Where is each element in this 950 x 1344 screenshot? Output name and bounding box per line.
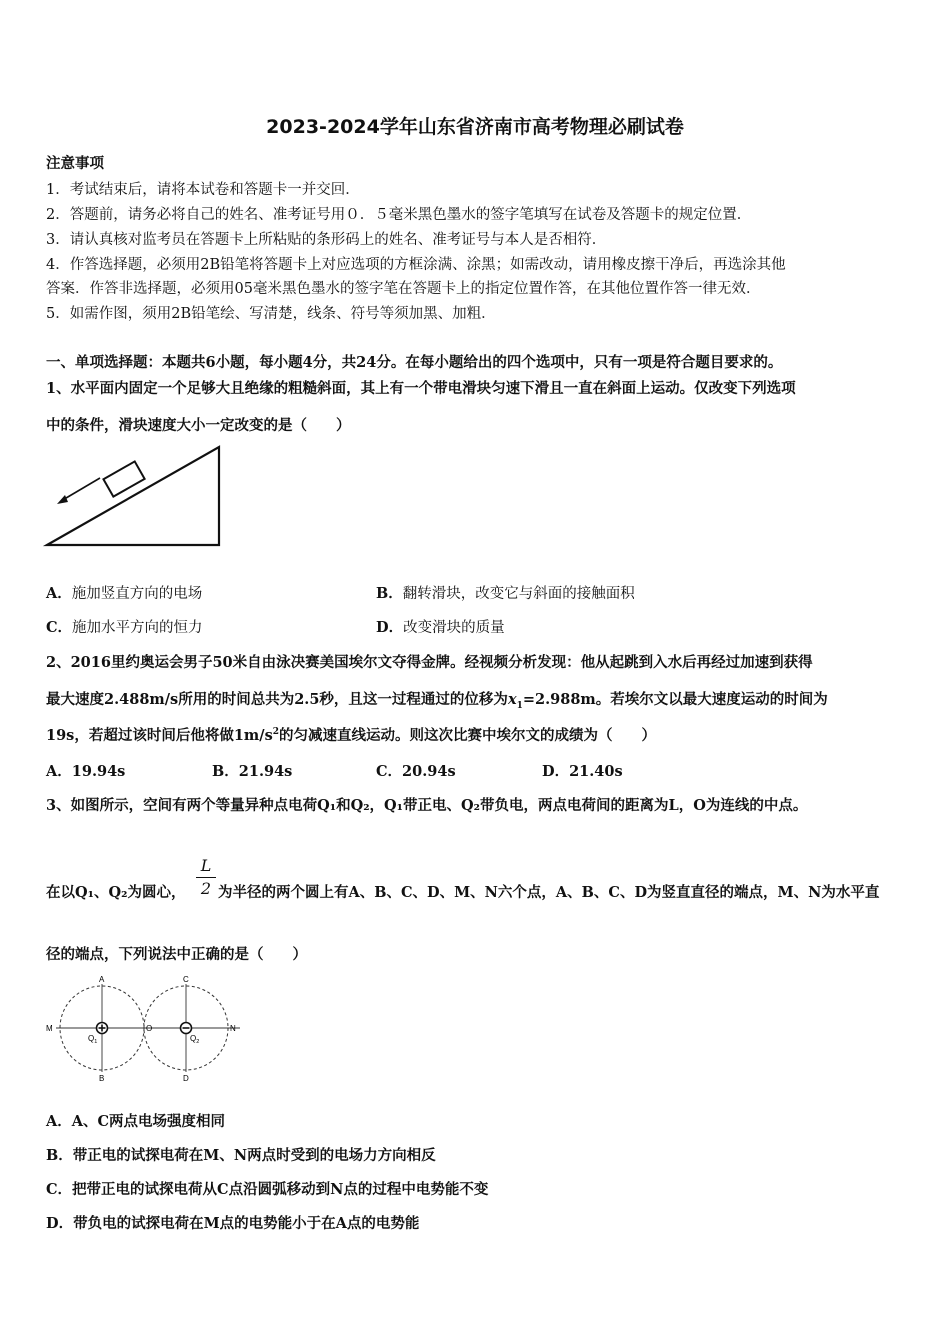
q2-option-b-text: 21.94s [238,763,293,780]
q2-option-c-label: C． [376,763,403,780]
section-heading: 一、单项选择题：本题共6小题，每小题4分，共24分。在每小题给出的四个选项中，只有一项是符合题目要求的。 [46,354,783,371]
notice-heading: 注意事项 [46,155,104,172]
q2-stem-line3b: 的匀减速直线运动。则这次比赛中埃尔文的成绩为（ ） [279,727,656,744]
q2-stem-line3 [46,724,656,745]
velocity-arrow [61,478,100,501]
q3-option-d [46,1212,419,1233]
half-l-fraction [196,855,216,900]
q2-stem-line1: 2、2016里约奥运会男子50米自由泳决赛美国埃尔文夺得金牌。经视频分析发现：他从起跳到入水后再经过加速到获得 [46,654,813,671]
q3-option-b [46,1144,436,1165]
notice-item-1: 1．考试结束后，请将本试卷和答题卡一并交回． [46,182,360,198]
q1-option-c-label: C． [46,619,73,636]
q1-option-d-text: 改变滑块的质量 [403,620,505,636]
q1-option-d [376,616,505,637]
q2-stem-line2a: 最大速度2.488m/s所用的时间总共为2.5秒，且这一过程通过的位移为 [46,691,508,708]
q1-option-c-text: 施加水平方向的恒力 [72,620,203,636]
fraction-numerator: L [196,855,216,878]
label-n: N [230,1024,236,1033]
q1-stem-line2: 中的条件，滑块速度大小一定改变的是（ ） [46,417,351,434]
label-b: B [99,1074,105,1083]
q2-option-c [376,760,456,781]
page-title: 2023-2024学年山东省济南市高考物理必刷试卷 [266,116,684,138]
charges-figure [44,974,244,1084]
notice-item-3: 3．请认真核对监考员在答题卡上所粘贴的条形码上的姓名、准考证号与本人是否相符． [46,232,607,248]
velocity-arrowhead [57,495,68,504]
q1-option-b-label: B． [376,585,403,602]
q2-stem-line3a: 19s，若超过该时间后他将做1m/s [46,727,273,744]
q3-option-b-text: 带正电的试探电荷在M、N两点时受到的电场力方向相反 [72,1147,436,1164]
q3-option-a [46,1110,225,1131]
q3-stem-line2a: 在以Q₁、Q₂为圆心， [46,884,186,901]
q3-option-d-label: D． [46,1215,74,1232]
q2-option-d-label: D． [542,763,570,780]
q2-option-b [212,760,292,781]
slider-block [103,461,144,496]
notice-item-2: 2．答题前，请务必将自己的姓名、准考证号用０．５毫米黑色墨水的签字笔填写在试卷及答题卡的规定位置． [46,207,752,223]
q3-option-a-label: A． [46,1113,72,1130]
label-d: D [183,1074,189,1083]
q2-option-d [542,760,623,781]
q2-option-a [46,760,125,781]
q3-stem-line2b: 为半径的两个圆上有A、B、C、D、M、N六个点，A、B、C、D为竖直直径的端点，M、N为水平直 [218,884,880,901]
q3-option-d-text: 带负电的试探电荷在M点的电势能小于在A点的电势能 [73,1215,420,1232]
notice-item-4: 4．作答选择题，必须用2B铅笔将答题卡上对应选项的方框涂满、涂黑；如需改动，请用橡皮擦干净后，再选涂其他 [46,257,786,273]
q3-option-a-text: A、C两点电场强度相同 [71,1113,226,1130]
q2-option-a-text: 19.94s [71,763,126,780]
label-a: A [99,975,105,984]
label-o: O [146,1024,153,1033]
q1-option-c [46,616,203,637]
q3-option-c-text: 把带正电的试探电荷从C点沿圆弧移动到N点的过程中电势能不变 [72,1181,489,1198]
q2-stem-line2 [46,688,828,711]
q2-x-subscript: 1 [516,700,523,711]
q2-stem-line2b: =2.988m。若埃尔文以最大速度运动的时间为 [522,691,828,708]
q1-option-a-label: A． [46,585,72,602]
fraction-denominator: 2 [200,879,212,898]
q3-stem-line1: 3、如图所示，空间有两个等量异种点电荷Q₁和Q₂，Q₁带正电、Q₂带负电，两点电荷间的距离为L，O为连线的中点。 [46,797,808,814]
notice-item-5: 5．如需作图，须用2B铅笔绘、写清楚，线条、符号等须加黑、加粗． [46,306,496,322]
incline-figure [40,440,230,552]
label-m: M [46,1024,53,1033]
q1-option-a [46,582,202,603]
q1-option-b-text: 翻转滑块，改变它与斜面的接触面积 [402,586,635,602]
q3-option-b-label: B． [46,1147,73,1164]
label-q1: $Q_1$ [88,1034,98,1045]
label-q2: $Q_2$ [190,1034,200,1045]
q1-option-d-label: D． [376,619,404,636]
q3-option-c [46,1178,488,1199]
q1-option-a-text: 施加竖直方向的电场 [71,586,203,602]
q2-x-symbol: x [507,691,517,708]
q2-option-d-text: 21.40s [569,763,623,780]
q1-stem-line1: 1、水平面内固定一个足够大且绝缘的粗糙斜面，其上有一个带电滑块匀速下滑且一直在斜面上运动。仅改变下列选项 [46,380,796,397]
label-c: C [183,975,189,984]
q2-superscript: 2 [272,727,279,738]
q2-option-c-text: 20.94s [402,763,456,780]
q3-stem-line3: 径的端点，下列说法中正确的是（ ） [46,946,307,963]
q3-option-c-label: C． [46,1181,73,1198]
q2-option-b-label: B． [212,763,239,780]
q1-option-b [376,582,635,603]
q2-option-a-label: A． [46,763,72,780]
notice-item-4-cont: 答案．作答非选择题，必须用05毫米黑色墨水的签字笔在答题卡上的指定位置作答，在其他位置作答一律无效． [46,281,761,297]
